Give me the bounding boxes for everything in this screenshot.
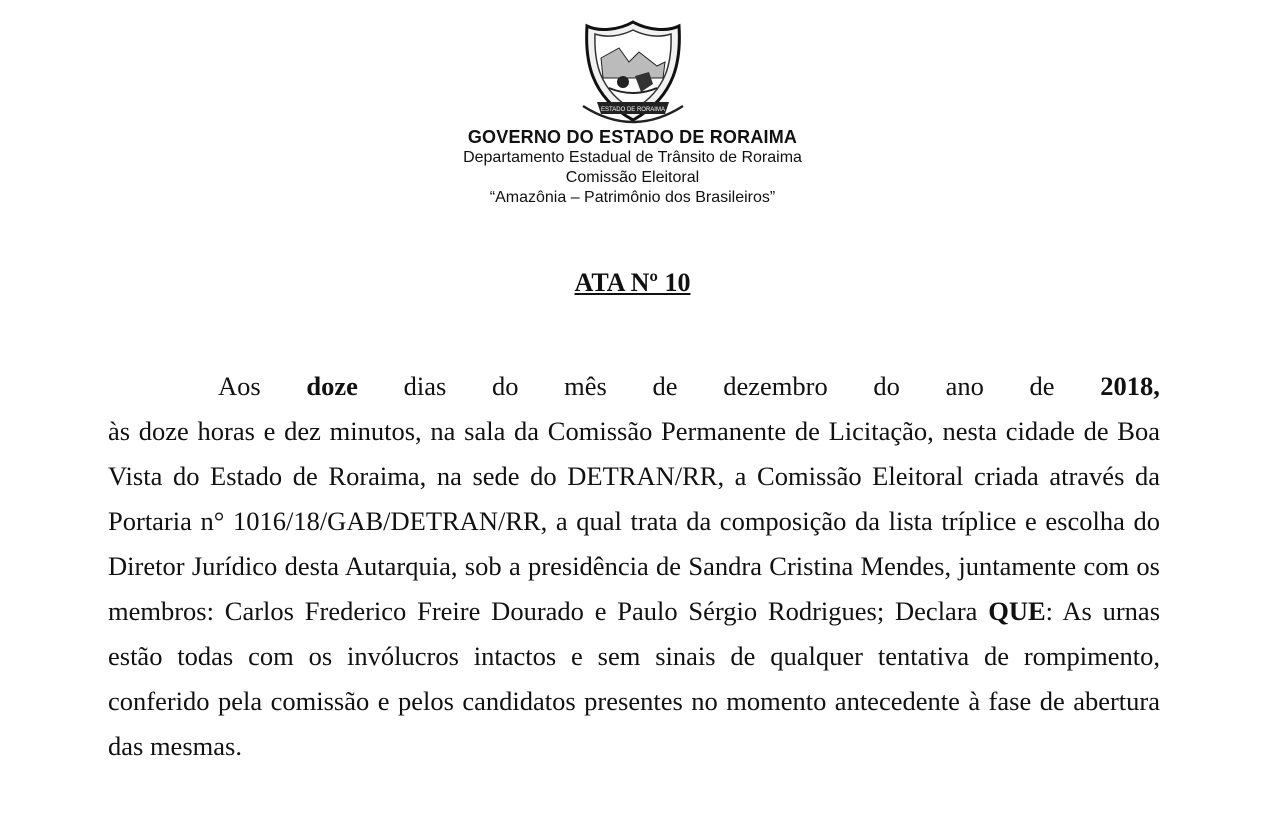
first-line-word: de xyxy=(652,371,678,401)
first-line-word: dezembro xyxy=(723,371,828,401)
motto: “Amazônia – Patrimônio dos Brasileiros” xyxy=(489,189,776,206)
commission-name: Comissão Eleitoral xyxy=(565,169,700,186)
body-text-before: às doze horas e dez minutos, na sala da Comissão Permanente de Licitação, nesta cidade de Boa Vista do Estado de Roraima, na sede do DETRAN/RR, a Comissão Eleitoral criada através da Portaria n° 1016/18/GAB/DETRAN/RR, a qual trata da composição da lista tríplice e escolha do Diretor Jurídico desta Autarquia, sob a presidência de Sandra Cristina Mendes, juntamente com os membros: Carlos Frederico Freire Dourado e Paulo Sérgio Rodrigues; Declara xyxy=(108,416,1160,626)
first-line-word: mês xyxy=(564,371,607,401)
first-line-word: 2018, xyxy=(1100,371,1160,401)
government-name: GOVERNO DO ESTADO DE RORAIMA xyxy=(467,127,798,147)
paragraph-body xyxy=(108,409,1160,769)
seal-banner-text: ESTADO DE RORAIMA xyxy=(601,107,665,113)
paragraph-first-line xyxy=(108,364,1160,409)
first-line-word: Aos xyxy=(218,371,261,401)
first-line-word: do xyxy=(491,371,519,401)
first-line-word: ano xyxy=(945,371,984,401)
first-line-word: dias xyxy=(403,371,447,401)
minutes-paragraph xyxy=(108,364,1160,769)
document-title xyxy=(0,268,1265,298)
first-line-word: do xyxy=(873,371,900,401)
ata-number: ATA Nº 10 xyxy=(574,268,691,297)
first-line-word: doze xyxy=(306,371,358,401)
state-coat-of-arms-icon xyxy=(579,18,687,130)
department-name: Departamento Estadual de Trânsito de Roraima xyxy=(463,149,802,166)
que-emphasis: QUE xyxy=(988,596,1046,626)
first-line-word: de xyxy=(1029,371,1055,401)
document-header xyxy=(0,126,1265,208)
body-text-after: : As urnas estão todas com os invólucros intactos e sem sinais de qualquer tentativa de rompimento, conferido pela comissão e pelos candidatos presentes no momento antecedente à fase de abertura das mesmas. xyxy=(108,596,1161,761)
